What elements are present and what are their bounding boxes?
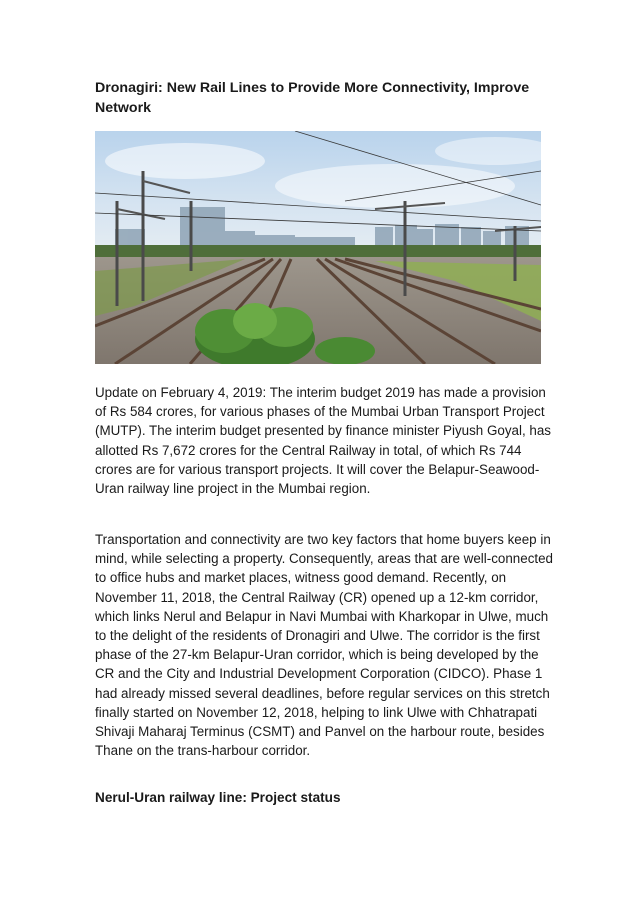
article-title: Dronagiri: New Rail Lines to Provide More Connectivity, Improve Network — [95, 80, 530, 116]
update-paragraph: Update on February 4, 2019: The interim budget 2019 has made a provision of Rs 584 crores, for various phases of the Mumbai Urban Transport Project (MUTP). The interim budget presented by finance minister Piyush Goyal, has allotted Rs 7,672 crores for the Central Railway in total, of which Rs 744 crores are for various transport projects. It will cover the Belapur-Seawood-Uran railway line project in the Mumbai region. — [95, 385, 551, 497]
section-subheading: Nerul-Uran railway line: Project status — [95, 790, 341, 805]
railway-tracks-photo — [95, 131, 541, 364]
connectivity-paragraph: Transportation and connectivity are two key factors that home buyers keep in mind, while selecting a property. Consequently, areas that are well-connected to office hubs and market places, witness good demand. Recently, on November 11, 2018, the Central Railway (CR) opened up a 12-km corridor, which links Nerul and Belapur in Navi Mumbai with Kharkopar in Ulwe, much to the delight of the residents of Dronagiri and Ulwe. The corridor is the first phase of the 27-km Belapur-Uran corridor, which is being developed by the CR and the City and Industrial Development Corporation (CIDCO). Phase 1 had already missed several deadlines, before regular services on this stretch finally started on November 12, 2018, helping to link Ulwe with Chhatrapati Shivaji Maharaj Terminus (CSMT) and Panvel on the harbour route, besides Thane on the trans-harbour corridor. — [95, 532, 554, 759]
